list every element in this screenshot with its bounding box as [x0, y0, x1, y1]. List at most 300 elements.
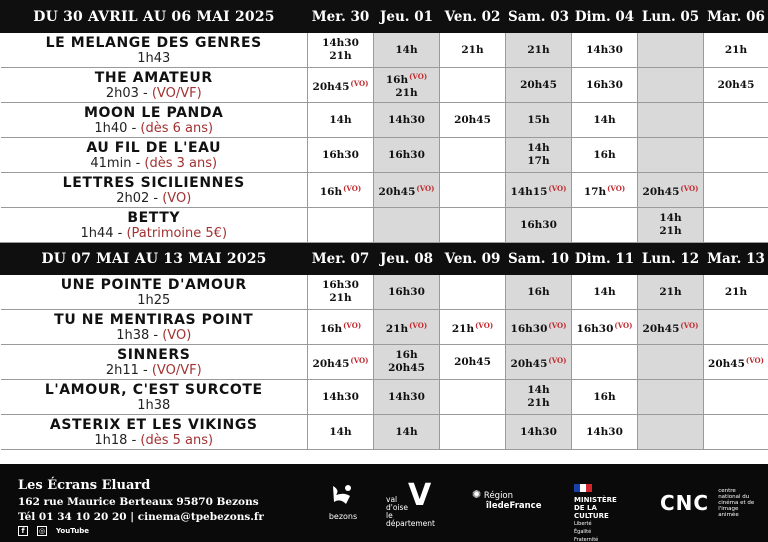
showtime [308, 426, 373, 439]
session-cell [374, 345, 440, 380]
session-cell [638, 173, 704, 208]
session-cell [704, 68, 768, 103]
day-header: Sam. 10 [506, 243, 572, 275]
showtime [374, 149, 439, 162]
session-cell [506, 68, 572, 103]
showtime-time: 21h [659, 225, 682, 237]
showtime-time: 14h30 [388, 390, 425, 403]
showtime-time: 14h30 [586, 43, 623, 56]
showtime-time: 21h [451, 322, 475, 335]
session-cell [704, 310, 768, 345]
film-title: MOON LE PANDA [84, 104, 224, 121]
bezons-label: bezons [328, 512, 358, 521]
session-cell [506, 173, 572, 208]
vo-tag: (VO) [343, 183, 362, 193]
showtime-time: 14h30 [586, 425, 623, 438]
film-cell [1, 310, 308, 345]
film-note: (dès 3 ans) [144, 155, 218, 171]
showtime [506, 114, 571, 127]
session-cell [506, 310, 572, 345]
showtime-time: 14h [395, 43, 418, 56]
session-cell [506, 380, 572, 415]
showtime [440, 319, 505, 336]
showtime [374, 426, 439, 439]
period-header-row [1, 1, 768, 33]
showtime [506, 142, 571, 155]
day-header: Mer. 30 [308, 1, 374, 33]
day-header: Dim. 04 [572, 1, 638, 33]
showtime-time: 16h [319, 185, 343, 198]
showtime-time: 20h45 [642, 322, 680, 335]
day-header: Ven. 09 [440, 243, 506, 275]
film-title: LE MELANGE DES GENRES [45, 34, 262, 51]
showtime [506, 319, 571, 336]
day-header: Mar. 13 [704, 243, 768, 275]
showtime [308, 354, 373, 371]
film-meta [1, 433, 308, 448]
showtime [506, 426, 571, 439]
session-cell [308, 208, 374, 243]
vo-tag: (VO) [680, 183, 699, 193]
showtime-time: 20h45 [454, 355, 491, 368]
session-cell [572, 68, 638, 103]
region-name: îledeFrance [486, 501, 542, 511]
showtime [440, 114, 505, 127]
valdoise-label: val d'oise le département [386, 495, 435, 528]
showtime-time: 21h [659, 285, 682, 298]
day-header: Sam. 03 [506, 1, 572, 33]
social-links [18, 526, 89, 536]
session-cell [572, 173, 638, 208]
showtime-time: 21h [329, 50, 352, 62]
culture-motto: Liberté Égalité Fraternité [574, 521, 599, 542]
film-duration: 41min - [90, 155, 145, 171]
film-row [1, 103, 768, 138]
showtime [374, 70, 439, 87]
session-cell [704, 103, 768, 138]
session-cell [308, 68, 374, 103]
showtime-time: 16h30 [388, 285, 425, 298]
showtime-time: 16h30 [322, 279, 359, 291]
session-cell [308, 33, 374, 68]
session-cell [308, 310, 374, 345]
film-row [1, 173, 768, 208]
film-cell [1, 345, 308, 380]
film-cell [1, 103, 308, 138]
bezons-mark-icon [330, 484, 356, 506]
showtime-time: 17h [583, 185, 607, 198]
showtime [374, 319, 439, 336]
showtime [704, 79, 768, 92]
film-duration: 2h11 - [105, 362, 152, 378]
session-cell [440, 173, 506, 208]
film-title: L'AMOUR, C'EST SURCOTE [44, 381, 263, 398]
session-cell [638, 345, 704, 380]
session-cell [638, 68, 704, 103]
vo-tag: (VO) [350, 78, 369, 88]
film-title: UNE POINTE D'AMOUR [60, 276, 247, 293]
showtime [308, 391, 373, 404]
showtime [374, 182, 439, 199]
session-cell [440, 310, 506, 345]
film-title: AU FIL DE L'EAU [86, 139, 222, 156]
film-meta [1, 121, 308, 136]
session-cell [440, 33, 506, 68]
facebook-icon[interactable]: f [18, 526, 28, 536]
session-cell [506, 103, 572, 138]
showtime [638, 182, 703, 199]
film-meta [1, 398, 308, 413]
showtime [704, 286, 768, 299]
venue-address: 162 rue Maurice Berteaux 95870 Bezons [18, 496, 259, 508]
vo-tag: (VO) [548, 183, 567, 193]
session-cell [572, 138, 638, 173]
vo-tag: (VO) [343, 320, 362, 330]
day-header: Dim. 11 [572, 243, 638, 275]
showtime-time: 16h [593, 148, 616, 161]
showtime-time: 15h [527, 113, 550, 126]
showtime [308, 114, 373, 127]
showtime [638, 225, 703, 238]
showtime [308, 149, 373, 162]
showtime [308, 319, 373, 336]
film-title: THE AMATEUR [94, 69, 213, 86]
vo-tag: (VO) [548, 355, 567, 365]
film-cell [1, 415, 308, 450]
session-cell [704, 33, 768, 68]
film-meta [1, 226, 308, 241]
day-header: Lun. 12 [638, 243, 704, 275]
session-cell [572, 33, 638, 68]
session-cell [704, 208, 768, 243]
film-title: SINNERS [117, 346, 191, 363]
showtime [506, 384, 571, 397]
showtime [572, 79, 637, 92]
session-cell [374, 138, 440, 173]
session-cell [308, 138, 374, 173]
showtime [572, 286, 637, 299]
session-cell [506, 33, 572, 68]
showtime-time: 16h30 [586, 78, 623, 91]
day-header: Jeu. 08 [374, 243, 440, 275]
showtime [308, 182, 373, 199]
film-cell [1, 380, 308, 415]
session-cell [572, 380, 638, 415]
session-cell [638, 208, 704, 243]
showtime-time: 21h [527, 397, 550, 409]
film-title: TU NE MENTIRAS POINT [54, 311, 254, 328]
day-header: Lun. 05 [638, 1, 704, 33]
showtime [506, 44, 571, 57]
showtime [704, 44, 768, 57]
day-header: Mar. 06 [704, 1, 768, 33]
film-meta [1, 156, 308, 171]
showtime [506, 155, 571, 168]
film-duration: 1h38 [137, 397, 171, 413]
session-cell [440, 380, 506, 415]
showtime-time: 21h [385, 322, 409, 335]
showtime-time: 14h [395, 425, 418, 438]
showtime-time: 14h [659, 212, 682, 224]
film-meta [1, 293, 308, 308]
showtime-time: 20h45 [312, 80, 350, 93]
showtime-time: 21h [395, 87, 418, 99]
showtime-time: 20h45 [717, 78, 755, 91]
showtime [704, 354, 768, 371]
region-label: Région [483, 491, 514, 501]
showtime [506, 79, 571, 92]
film-cell [1, 68, 308, 103]
showtime [374, 87, 439, 100]
showtime [506, 286, 571, 299]
session-cell [704, 380, 768, 415]
period-label: DU 07 MAI AU 13 MAI 2025 [1, 243, 308, 275]
showtime-time: 14h [593, 113, 616, 126]
showtime [572, 114, 637, 127]
session-cell [374, 103, 440, 138]
cnc-mark: CNC [660, 491, 710, 515]
showtime-time: 16h [395, 349, 418, 361]
session-cell [374, 415, 440, 450]
film-cell [1, 275, 308, 310]
showtime [374, 114, 439, 127]
session-cell [638, 380, 704, 415]
cnc-label: centre national du cinéma et de l'image animée [718, 488, 755, 518]
period-label: DU 30 AVRIL AU 06 MAI 2025 [1, 1, 308, 33]
showtime [572, 182, 637, 199]
showtime [308, 50, 373, 63]
session-cell [572, 345, 638, 380]
showtime-time: 21h [724, 285, 748, 298]
session-cell [440, 415, 506, 450]
session-cell [374, 173, 440, 208]
session-cell [506, 415, 572, 450]
film-duration: 1h25 [137, 292, 171, 308]
showtime [440, 356, 505, 369]
vo-tag: (VO) [475, 320, 494, 330]
showtime-time: 20h45 [520, 78, 557, 91]
session-cell [308, 380, 374, 415]
vo-tag: (VO) [614, 320, 633, 330]
session-cell [704, 345, 768, 380]
showtime [374, 44, 439, 57]
film-cell [1, 173, 308, 208]
vo-tag: (VO) [350, 355, 369, 365]
film-title: BETTY [127, 209, 181, 226]
showtime [308, 279, 373, 292]
session-cell [308, 415, 374, 450]
day-header: Mer. 07 [308, 243, 374, 275]
valdoise-mark: V [408, 478, 432, 513]
film-meta [1, 363, 308, 378]
vo-tag: (VO) [416, 183, 435, 193]
session-cell [704, 173, 768, 208]
film-note: (dès 6 ans) [140, 120, 214, 136]
film-meta [1, 191, 308, 206]
film-row [1, 138, 768, 173]
session-cell [572, 415, 638, 450]
film-meta [1, 328, 308, 343]
culture-line-1: MINISTÈRE [574, 496, 617, 504]
film-note: (VO/VF) [151, 85, 202, 101]
session-cell [704, 138, 768, 173]
session-cell [308, 103, 374, 138]
session-cell [374, 275, 440, 310]
region-star-icon: ✺ [472, 488, 482, 501]
film-row [1, 68, 768, 103]
showtime-time: 14h [593, 285, 616, 298]
day-header: Ven. 02 [440, 1, 506, 33]
session-cell [440, 68, 506, 103]
session-cell [506, 138, 572, 173]
venue-contact[interactable]: Tél 01 34 10 20 20 | cinema@tpebezons.fr [18, 511, 264, 523]
film-note: (VO) [162, 327, 192, 343]
showtime-time: 14h [527, 384, 550, 396]
showtime-time: 16h [385, 74, 409, 86]
showtime [374, 362, 439, 375]
culture-logo [574, 484, 634, 542]
session-cell [704, 415, 768, 450]
french-flag-icon [574, 484, 592, 492]
film-title: ASTERIX ET LES VIKINGS [49, 416, 258, 433]
showtime [572, 44, 637, 57]
session-cell [374, 68, 440, 103]
showtime-time: 21h [527, 43, 550, 56]
showtime-time: 20h45 [378, 185, 416, 198]
film-title: LETTRES SICILIENNES [62, 174, 245, 191]
showtime-time: 16h30 [520, 218, 557, 231]
film-note: (VO) [162, 190, 192, 206]
showtime-time: 14h15 [510, 185, 548, 198]
showtime [638, 286, 703, 299]
showtime-time: 20h45 [642, 185, 680, 198]
film-note: (Patrimoine 5€) [126, 225, 228, 241]
showtime [308, 292, 373, 305]
session-cell [440, 208, 506, 243]
film-note: (dès 5 ans) [140, 432, 214, 448]
showtime-time: 21h [461, 43, 484, 56]
showtime [506, 182, 571, 199]
session-cell [308, 275, 374, 310]
footer [0, 464, 768, 542]
showtime [506, 354, 571, 371]
session-cell [374, 310, 440, 345]
showtime-time: 21h [329, 292, 352, 304]
film-duration: 1h43 [137, 50, 171, 66]
showtime [506, 397, 571, 410]
session-cell [374, 33, 440, 68]
session-cell [440, 345, 506, 380]
showtime [638, 319, 703, 336]
session-cell [638, 310, 704, 345]
showtime [308, 37, 373, 50]
session-cell [440, 275, 506, 310]
film-cell [1, 208, 308, 243]
showtime [506, 219, 571, 232]
film-cell [1, 33, 308, 68]
film-meta [1, 51, 308, 66]
session-cell [638, 33, 704, 68]
film-duration: 1h44 - [80, 225, 127, 241]
bezons-logo [326, 484, 360, 521]
film-row [1, 345, 768, 380]
session-cell [506, 208, 572, 243]
showtime-time: 14h [527, 142, 550, 154]
vo-tag: (VO) [607, 183, 626, 193]
vo-tag: (VO) [409, 72, 428, 81]
day-header: Jeu. 01 [374, 1, 440, 33]
film-row [1, 415, 768, 450]
session-cell [572, 103, 638, 138]
film-duration: 1h40 - [94, 120, 141, 136]
session-cell [638, 415, 704, 450]
vo-tag: (VO) [409, 320, 428, 330]
film-row [1, 208, 768, 243]
showtime-time: 16h [319, 322, 343, 335]
vo-tag: (VO) [680, 320, 699, 330]
film-row [1, 33, 768, 68]
vo-tag: (VO) [548, 320, 567, 330]
showtime-time: 20h45 [388, 362, 425, 374]
showtime-time: 20h45 [510, 357, 548, 370]
showtime [572, 319, 637, 336]
film-duration: 2h02 - [116, 190, 163, 206]
session-cell [704, 275, 768, 310]
film-row [1, 275, 768, 310]
session-cell [638, 275, 704, 310]
valdoise-logo [386, 478, 442, 528]
session-cell [440, 138, 506, 173]
showtime [308, 77, 373, 94]
session-cell [308, 173, 374, 208]
showtime [572, 149, 637, 162]
film-duration: 1h18 - [94, 432, 141, 448]
showtime-time: 16h30 [576, 322, 614, 335]
region-logo [472, 490, 552, 511]
showtime-time: 20h45 [708, 357, 745, 370]
session-cell [572, 275, 638, 310]
showtime [638, 212, 703, 225]
showtime-time: 16h30 [388, 148, 425, 161]
showtime [374, 391, 439, 404]
period-header-row [1, 243, 768, 275]
showtime-time: 16h30 [322, 148, 359, 161]
session-cell [506, 345, 572, 380]
film-cell [1, 138, 308, 173]
showtime-time: 14h [329, 425, 352, 438]
showtime-time: 14h [329, 113, 352, 126]
showtime [572, 426, 637, 439]
instagram-icon[interactable]: ◎ [38, 527, 46, 535]
film-duration: 1h38 - [116, 327, 163, 343]
session-cell [572, 208, 638, 243]
showtime-time: 17h [527, 155, 550, 167]
youtube-icon[interactable]: YouTube [56, 527, 89, 535]
showtime-time: 20h45 [454, 113, 491, 126]
showtime [374, 286, 439, 299]
film-duration: 2h03 - [105, 85, 152, 101]
showtime-time: 14h30 [520, 425, 557, 438]
showtime-time: 20h45 [312, 357, 350, 370]
session-cell [572, 310, 638, 345]
showtime-time: 14h30 [322, 390, 359, 403]
venue-name: Les Écrans Eluard [18, 478, 151, 493]
showtime-time: 16h [527, 285, 550, 298]
session-cell [374, 380, 440, 415]
session-cell [638, 138, 704, 173]
cnc-logo [660, 488, 760, 518]
film-row [1, 380, 768, 415]
